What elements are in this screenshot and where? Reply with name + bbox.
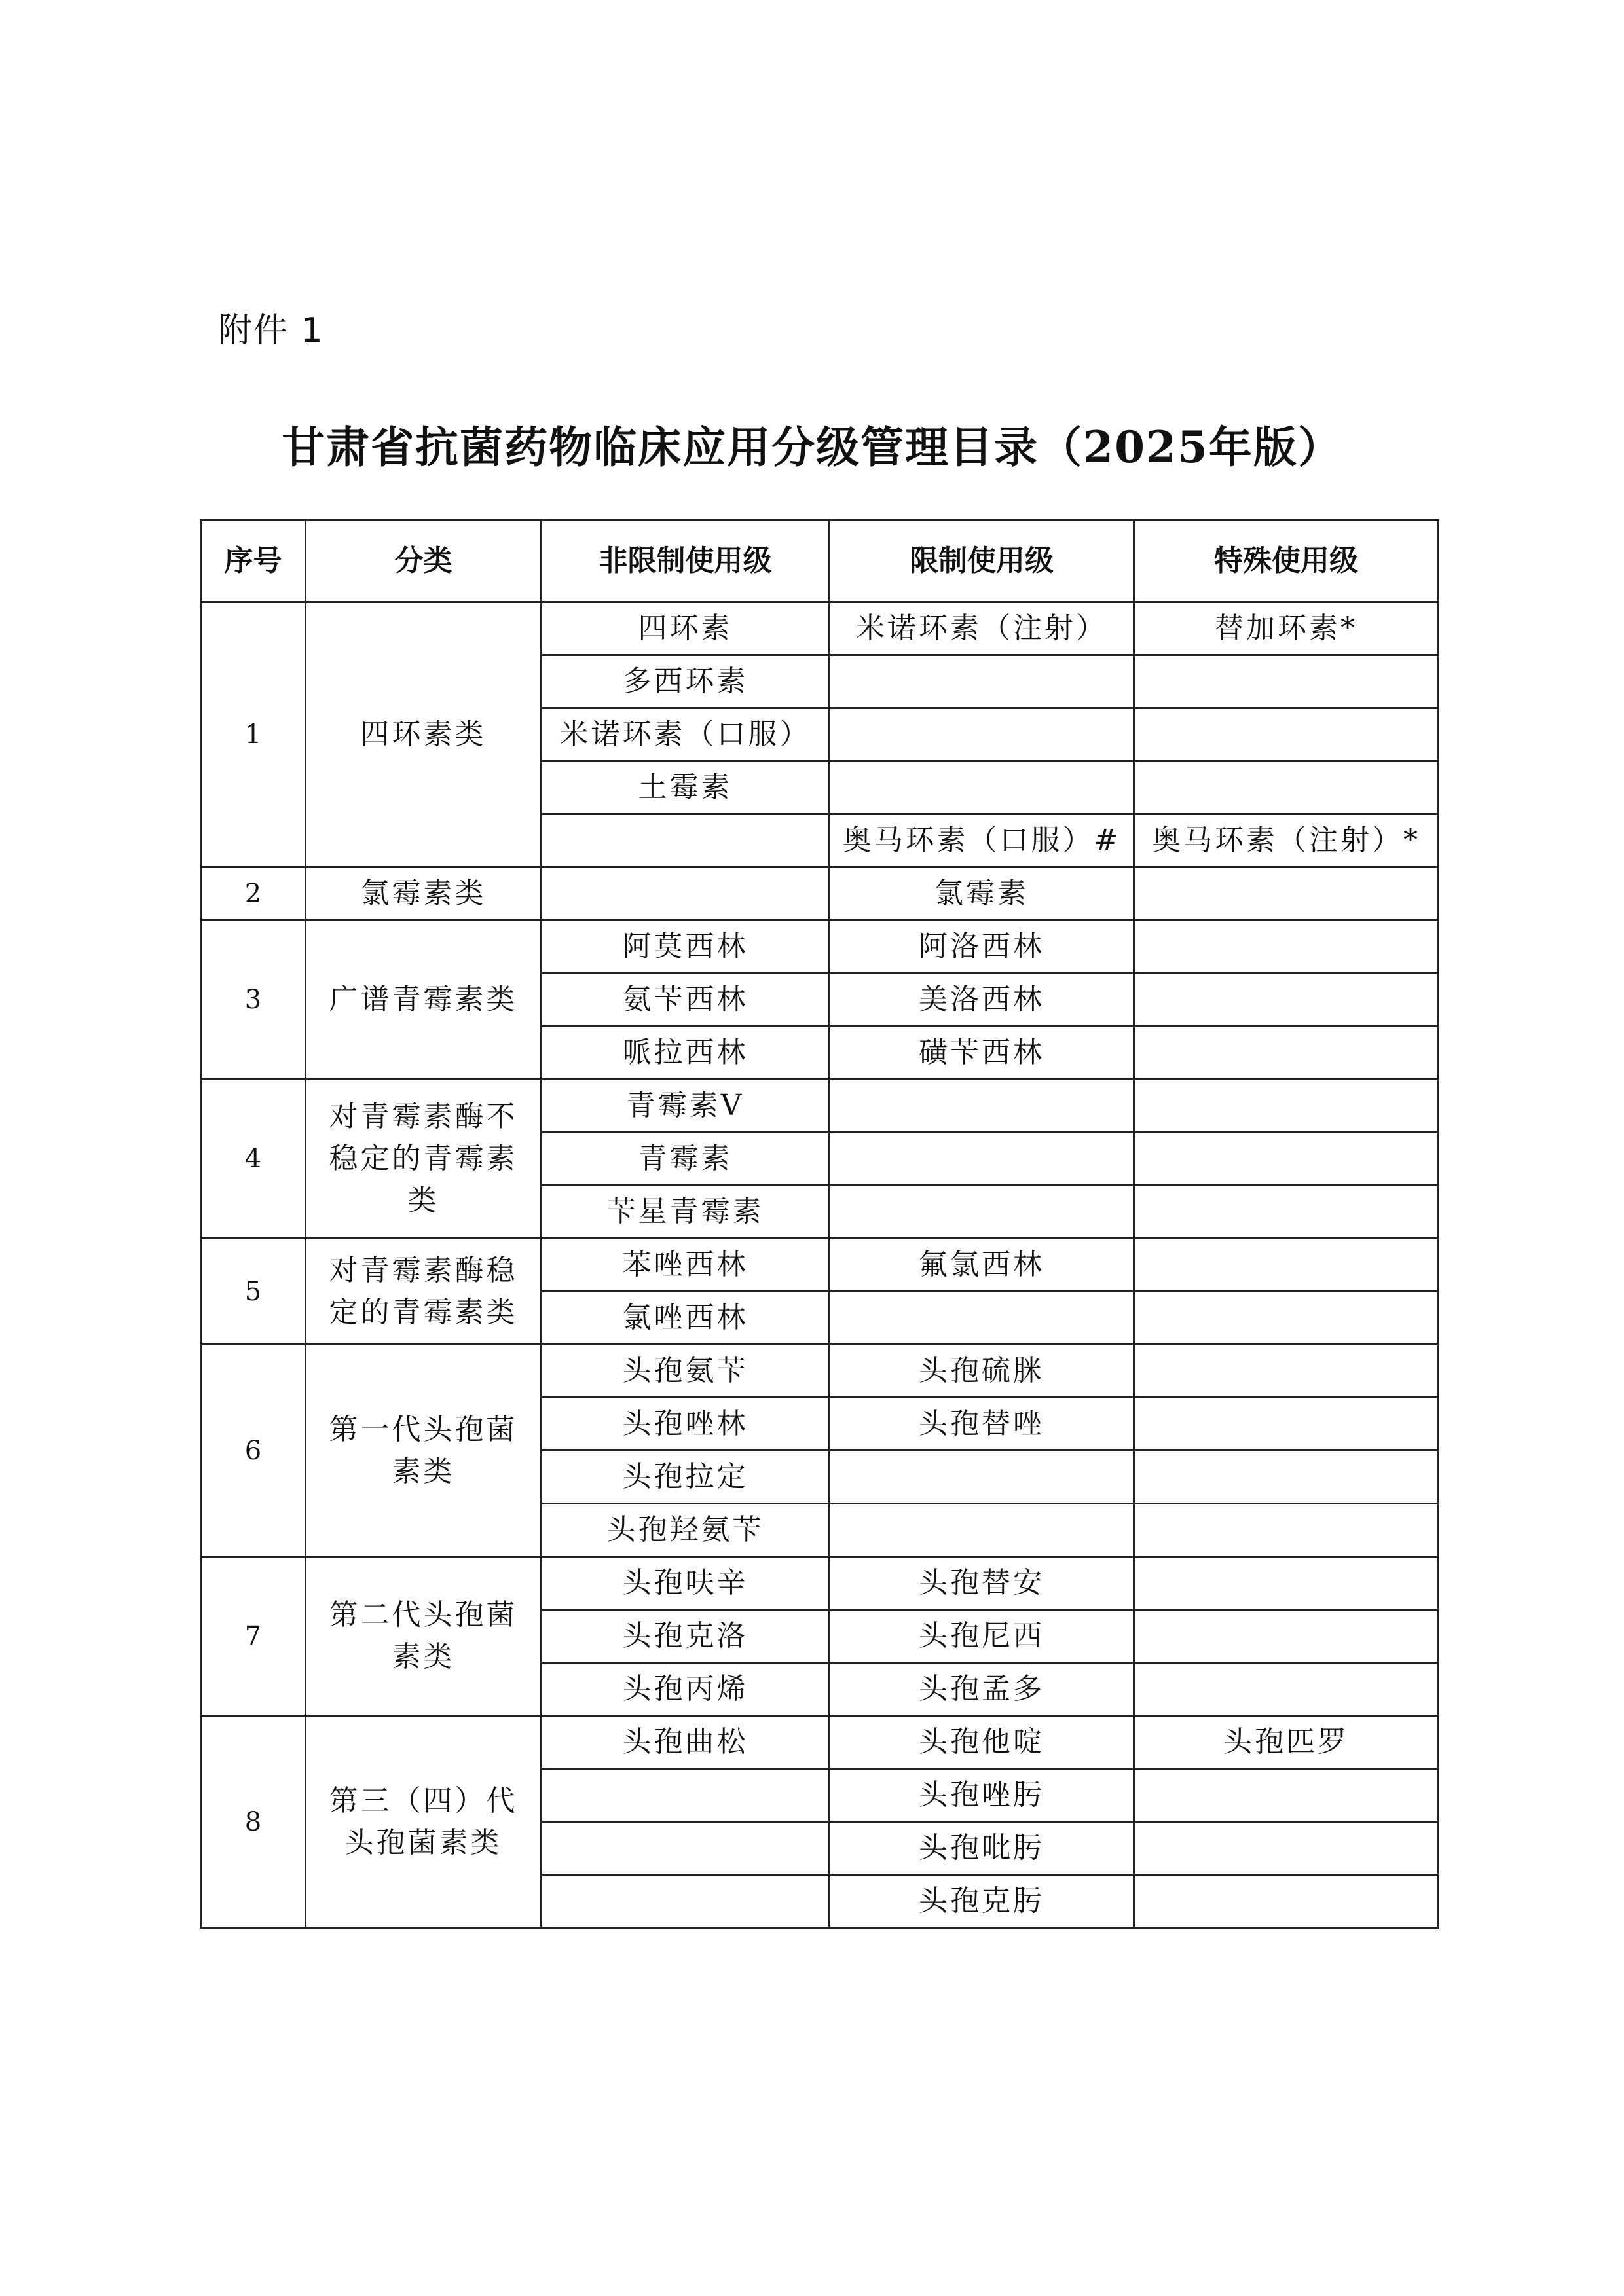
unrestricted-drug: 头孢丙烯 — [542, 1663, 830, 1716]
group-category: 第一代头孢菌素类 — [306, 1345, 542, 1557]
special-drug — [1134, 1292, 1439, 1345]
document-title: 甘肃省抗菌药物临床应用分级管理目录（2025年版） — [282, 422, 1342, 473]
special-drug: 头孢匹罗 — [1134, 1716, 1439, 1769]
restricted-drug — [830, 761, 1134, 814]
unrestricted-drug — [542, 814, 830, 867]
group-seq: 4 — [201, 1080, 306, 1239]
table-row — [201, 1557, 1439, 1610]
unrestricted-drug: 青霉素 — [542, 1133, 830, 1186]
special-drug — [1134, 655, 1439, 708]
restricted-drug — [830, 1080, 1134, 1133]
group-seq: 8 — [201, 1716, 306, 1928]
group-category: 第二代头孢菌素类 — [306, 1557, 542, 1716]
group-category: 氯霉素类 — [306, 867, 542, 920]
unrestricted-drug: 米诺环素（口服） — [542, 708, 830, 761]
unrestricted-drug: 哌拉西林 — [542, 1027, 830, 1080]
table-row — [201, 1345, 1439, 1398]
special-drug — [1134, 867, 1439, 920]
special-drug — [1134, 1451, 1439, 1504]
group-seq: 7 — [201, 1557, 306, 1716]
restricted-drug — [830, 708, 1134, 761]
unrestricted-drug: 头孢呋辛 — [542, 1557, 830, 1610]
group-category: 四环素类 — [306, 602, 542, 867]
header-special: 特殊使用级 — [1134, 520, 1439, 602]
restricted-drug: 美洛西林 — [830, 974, 1134, 1027]
restricted-drug: 阿洛西林 — [830, 920, 1134, 974]
unrestricted-drug: 四环素 — [542, 602, 830, 655]
special-drug — [1134, 1027, 1439, 1080]
unrestricted-drug: 头孢氨苄 — [542, 1345, 830, 1398]
restricted-drug — [830, 1451, 1134, 1504]
group-seq: 2 — [201, 867, 306, 920]
header-unrestricted: 非限制使用级 — [542, 520, 830, 602]
special-drug — [1134, 1610, 1439, 1663]
unrestricted-drug: 头孢克洛 — [542, 1610, 830, 1663]
group-seq: 3 — [201, 920, 306, 1080]
restricted-drug: 氯霉素 — [830, 867, 1134, 920]
restricted-drug: 头孢替唑 — [830, 1398, 1134, 1451]
group-seq: 1 — [201, 602, 306, 867]
restricted-drug — [830, 1504, 1134, 1557]
unrestricted-drug: 头孢羟氨苄 — [542, 1504, 830, 1557]
restricted-drug: 奥马环素（口服）# — [830, 814, 1134, 867]
special-drug: 奥马环素（注射）* — [1134, 814, 1439, 867]
special-drug — [1134, 1504, 1439, 1557]
unrestricted-drug: 氯唑西林 — [542, 1292, 830, 1345]
special-drug — [1134, 1769, 1439, 1822]
table-row — [201, 1080, 1439, 1133]
unrestricted-drug: 苯唑西林 — [542, 1239, 830, 1292]
unrestricted-drug: 氨苄西林 — [542, 974, 830, 1027]
restricted-drug — [830, 1186, 1134, 1239]
restricted-drug: 头孢替安 — [830, 1557, 1134, 1610]
table-row — [201, 602, 1439, 655]
special-drug — [1134, 1080, 1439, 1133]
unrestricted-drug — [542, 867, 830, 920]
restricted-drug — [830, 655, 1134, 708]
special-drug — [1134, 920, 1439, 974]
restricted-drug: 头孢唑肟 — [830, 1769, 1134, 1822]
special-drug — [1134, 761, 1439, 814]
restricted-drug: 磺苄西林 — [830, 1027, 1134, 1080]
group-category: 广谱青霉素类 — [306, 920, 542, 1080]
special-drug — [1134, 1557, 1439, 1610]
restricted-drug: 头孢他啶 — [830, 1716, 1134, 1769]
unrestricted-drug: 头孢曲松 — [542, 1716, 830, 1769]
special-drug — [1134, 708, 1439, 761]
header-seq: 序号 — [201, 520, 306, 602]
unrestricted-drug — [542, 1875, 830, 1928]
restricted-drug — [830, 1133, 1134, 1186]
restricted-drug: 米诺环素（注射） — [830, 602, 1134, 655]
header-restricted: 限制使用级 — [830, 520, 1134, 602]
restricted-drug: 氟氯西林 — [830, 1239, 1134, 1292]
unrestricted-drug: 苄星青霉素 — [542, 1186, 830, 1239]
restricted-drug — [830, 1292, 1134, 1345]
restricted-drug: 头孢尼西 — [830, 1610, 1134, 1663]
special-drug — [1134, 1822, 1439, 1875]
unrestricted-drug: 多西环素 — [542, 655, 830, 708]
special-drug — [1134, 1398, 1439, 1451]
table-row — [201, 920, 1439, 974]
group-seq: 5 — [201, 1239, 306, 1345]
special-drug — [1134, 1186, 1439, 1239]
restricted-drug: 头孢硫脒 — [830, 1345, 1134, 1398]
unrestricted-drug: 青霉素V — [542, 1080, 830, 1133]
group-category: 第三（四）代头孢菌素类 — [306, 1716, 542, 1928]
unrestricted-drug — [542, 1822, 830, 1875]
restricted-drug: 头孢吡肟 — [830, 1822, 1134, 1875]
group-category: 对青霉素酶不稳定的青霉素类 — [306, 1080, 542, 1239]
unrestricted-drug: 土霉素 — [542, 761, 830, 814]
unrestricted-drug — [542, 1769, 830, 1822]
unrestricted-drug: 头孢唑林 — [542, 1398, 830, 1451]
special-drug — [1134, 1345, 1439, 1398]
restricted-drug: 头孢孟多 — [830, 1663, 1134, 1716]
unrestricted-drug: 头孢拉定 — [542, 1451, 830, 1504]
table-row — [201, 867, 1439, 920]
header-category: 分类 — [306, 520, 542, 602]
restricted-drug: 头孢克肟 — [830, 1875, 1134, 1928]
special-drug: 替加环素* — [1134, 602, 1439, 655]
special-drug — [1134, 1133, 1439, 1186]
special-drug — [1134, 974, 1439, 1027]
table-row — [201, 1716, 1439, 1769]
group-category: 对青霉素酶稳定的青霉素类 — [306, 1239, 542, 1345]
special-drug — [1134, 1663, 1439, 1716]
table-row — [201, 1239, 1439, 1292]
antimicrobial-classification-table — [200, 519, 1439, 1929]
special-drug — [1134, 1875, 1439, 1928]
group-seq: 6 — [201, 1345, 306, 1557]
table-header-row — [201, 520, 1439, 602]
unrestricted-drug: 阿莫西林 — [542, 920, 830, 974]
annex-label: 附件 1 — [218, 311, 324, 350]
special-drug — [1134, 1239, 1439, 1292]
